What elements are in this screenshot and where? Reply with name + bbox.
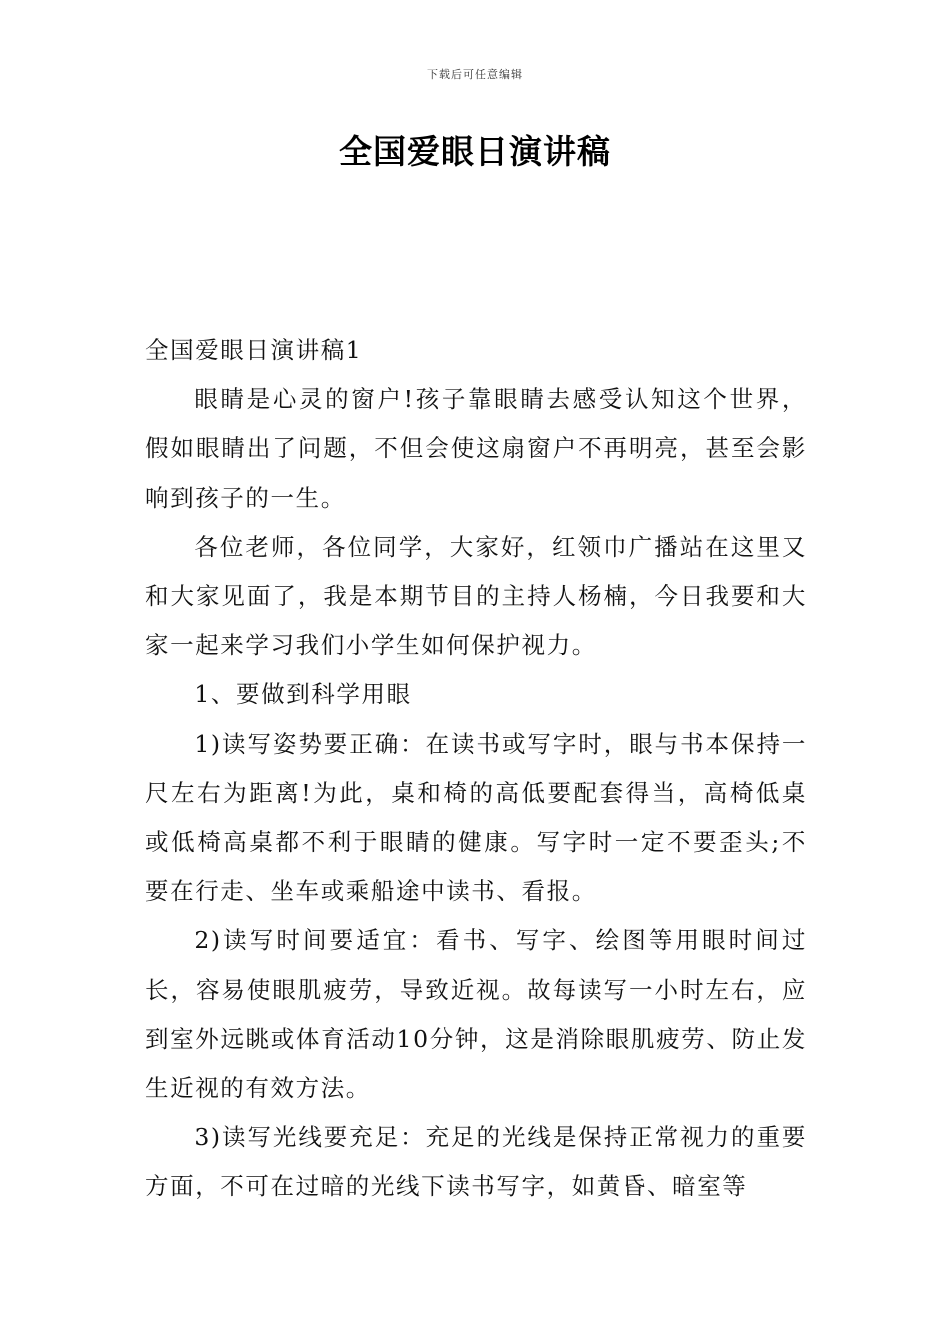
subheading-scientific-eye-use: 1、要做到科学用眼 bbox=[194, 680, 412, 709]
paragraph-lighting: 3)读写光线要充足：充足的光线是保持正常视力的重要方面，不可在过暗的光线下读书写字，如黄昏、暗室等 bbox=[145, 1123, 807, 1201]
document-body bbox=[145, 326, 807, 1212]
section-heading: 全国爱眼日演讲稿1 bbox=[145, 336, 363, 364]
paragraph-reading-time: 2)读写时间要适宜：看书、写字、绘图等用眼时间过长，容易使眼肌疲劳，导致近视。故每读写一小时左右，应到室外远眺或体育活动10分钟，这是消除眼肌疲劳、防止发生近视的有效方法。 bbox=[145, 926, 807, 1103]
paragraph-posture: 1)读写姿势要正确：在读书或写字时，眼与书本保持一尺左右为距离!为此，桌和椅的高低要配套得当，高椅低桌或低椅高桌都不利于眼睛的健康。写字时一定不要歪头;不要在行走、坐车或乘船途中读书、看报。 bbox=[145, 729, 807, 906]
document-title: 全国爱眼日演讲稿 bbox=[339, 132, 611, 171]
paragraph-intro: 眼睛是心灵的窗户!孩子靠眼睛去感受认知这个世界，假如眼睛出了问题，不但会使这扇窗户不再明亮，甚至会影响到孩子的一生。 bbox=[145, 385, 807, 512]
paragraph-greeting: 各位老师，各位同学，大家好，红领巾广播站在这里又和大家见面了，我是本期节目的主持人杨楠，今日我要和大家一起来学习我们小学生如何保护视力。 bbox=[145, 532, 807, 660]
header-note: 下载后可任意编辑 bbox=[427, 68, 523, 81]
